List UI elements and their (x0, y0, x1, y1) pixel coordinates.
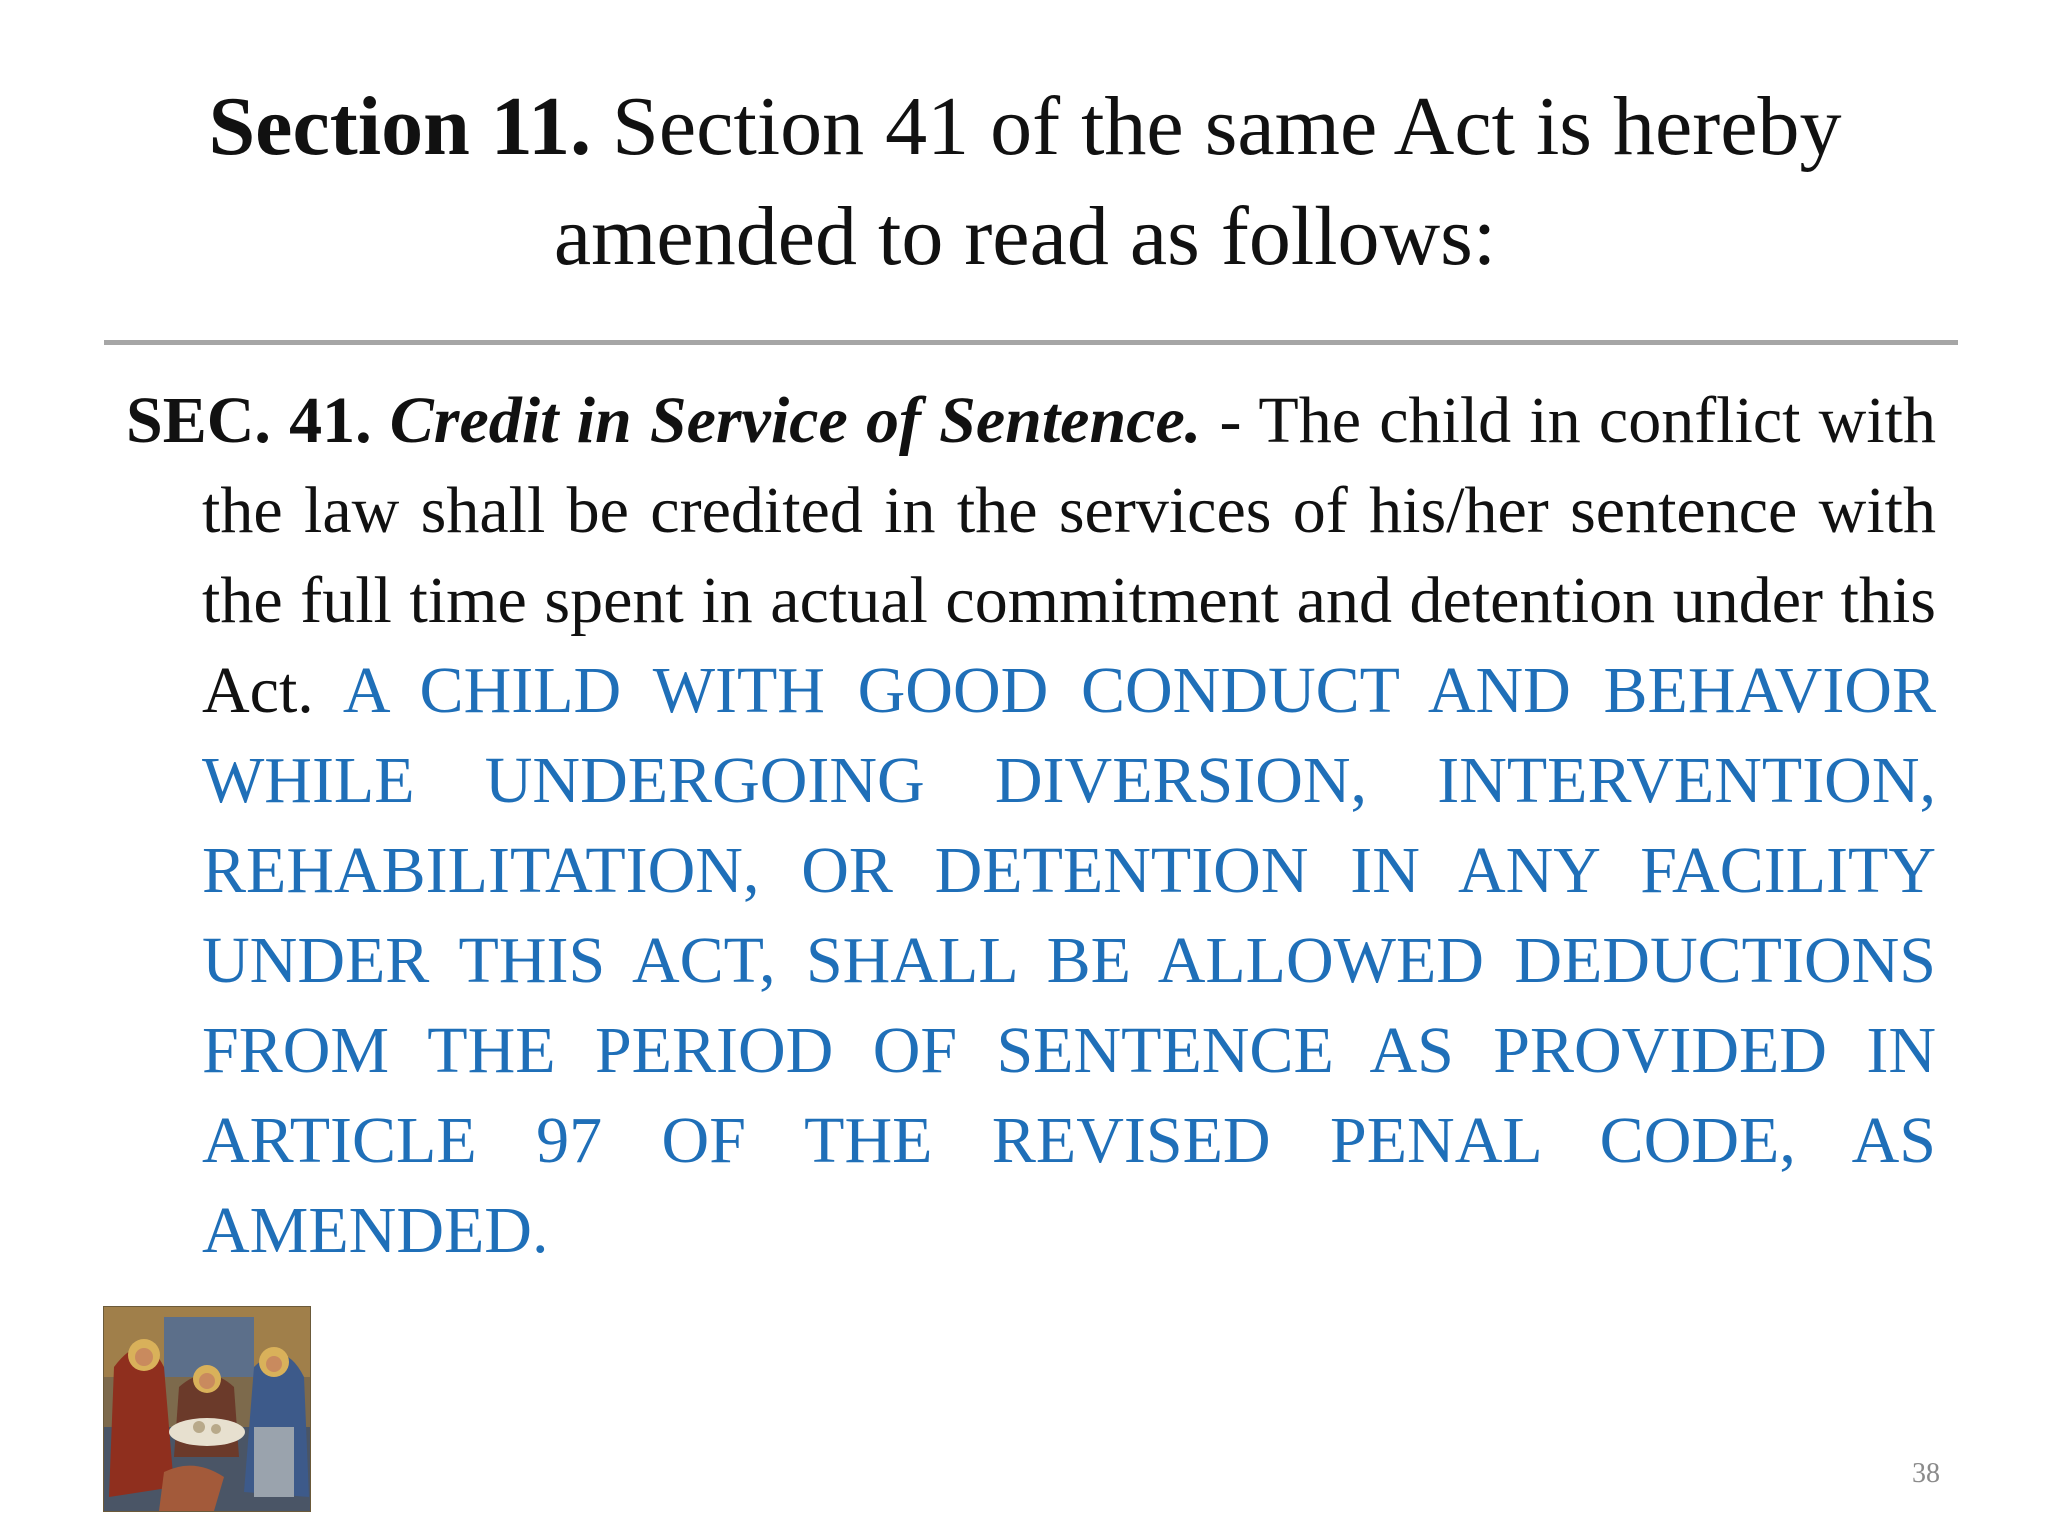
religious-icon-painting (103, 1306, 311, 1512)
page-number: 38 (1912, 1458, 1940, 1489)
section-body (126, 376, 1936, 1276)
section-label: SEC. 41. (126, 384, 372, 457)
section-heading: Credit in Service of Sentence. (389, 384, 1202, 457)
section-dash: - (1201, 384, 1259, 457)
amendment-text: A CHILD WITH GOOD CONDUCT AND BEHAVIOR WHILE UNDERGOING DIVERSION, INTERVENTION, REHABILITATION, OR DETENTION IN ANY FACILITY UNDER THIS ACT, SHALL BE ALLOWED DEDUCTIONS FROM THE PERIOD OF SENTENCE AS PROVIDED IN ARTICLE 97 OF THE REVISED PENAL CODE, AS AMENDED. (202, 654, 1936, 1267)
section-text: The child in conflict with the law shall be credited in the services of his/her sentence with the full time spent in actual commitment and detention under this Act. (202, 384, 1936, 727)
title-divider (104, 340, 1958, 345)
title-bold-part: Section 11. (208, 80, 592, 173)
slide-title (150, 72, 1900, 292)
title-rest: Section 41 of the same Act is hereby amended to read as follows: (553, 80, 1842, 283)
